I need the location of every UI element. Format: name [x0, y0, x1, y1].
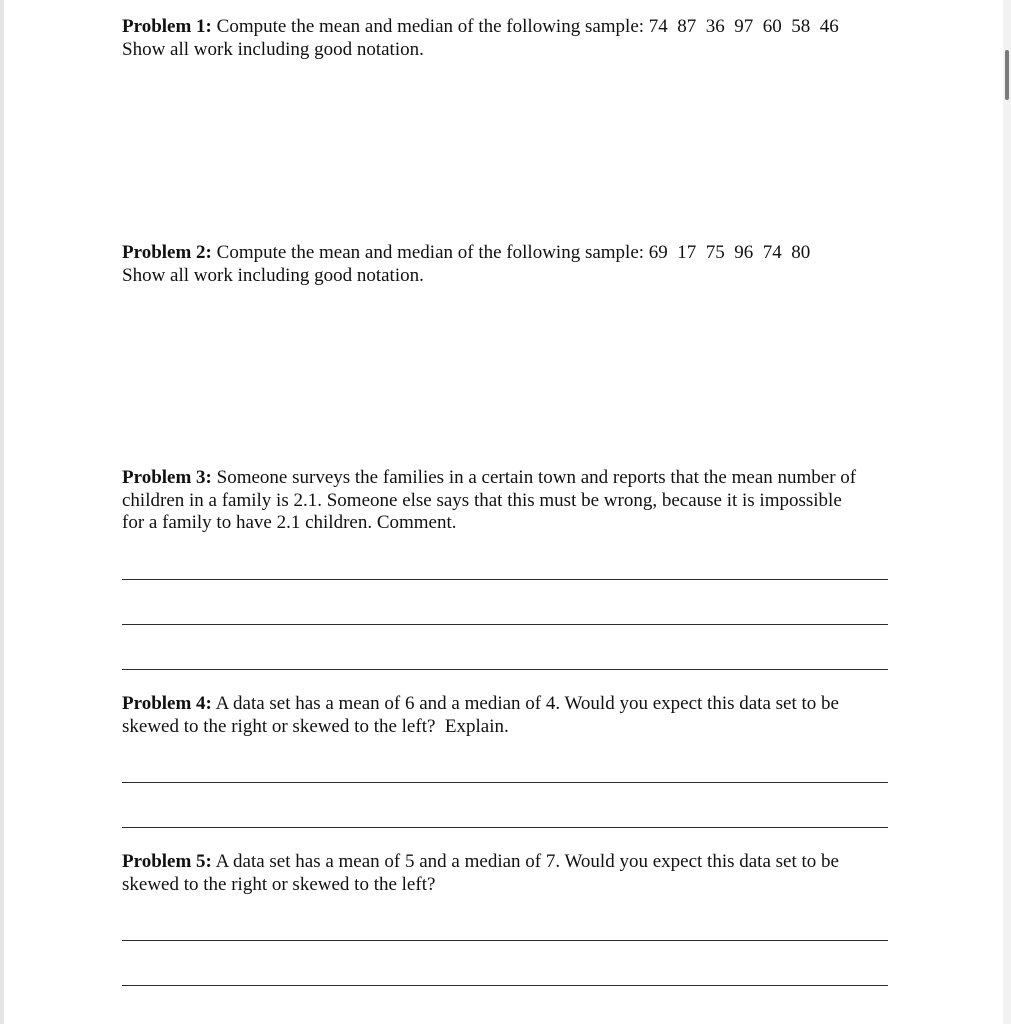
problem-1-label: Problem 1: — [122, 16, 212, 37]
worksheet-page — [4, 0, 1003, 1024]
problem-2-line-1 — [122, 242, 892, 265]
problem-5-answer-line[interactable] — [122, 940, 888, 941]
problem-2 — [122, 242, 892, 287]
problem-4-text-2: skewed to the right or skewed to the left? Explain. — [122, 715, 509, 737]
problem-4-answer-line[interactable] — [122, 782, 888, 783]
problem-2-label: Problem 2: — [122, 242, 212, 263]
problem-5-answer-line[interactable] — [122, 985, 888, 986]
problem-5-text-1: A data set has a mean of 5 and a median of 7. Would you expect this data set to be — [215, 851, 839, 872]
problem-4-text-1: A data set has a mean of 6 and a median of 4. Would you expect this data set to be — [215, 693, 839, 714]
problem-4 — [122, 693, 892, 738]
problem-3-answer-line[interactable] — [122, 579, 888, 580]
problem-3-label: Problem 3: — [122, 467, 212, 488]
problem-4-answer-line[interactable] — [122, 827, 888, 828]
problem-4-label: Problem 4: — [122, 693, 212, 714]
problem-4-line-1 — [122, 693, 892, 716]
problem-1 — [122, 16, 892, 61]
problem-5-label: Problem 5: — [122, 851, 212, 872]
problem-5-line-1 — [122, 851, 892, 874]
problem-2-text-1: Compute the mean and median of the following sample: 69 17 75 96 74 80 — [216, 242, 811, 263]
problem-3-line-1 — [122, 467, 892, 490]
problem-5 — [122, 851, 892, 896]
problem-3-text-1: Someone surveys the families in a certain town and reports that the mean number of — [216, 467, 857, 488]
vertical-scrollbar[interactable] — [1003, 0, 1011, 1024]
problem-3-answer-line[interactable] — [122, 669, 888, 670]
scrollbar-thumb[interactable] — [1005, 50, 1009, 100]
problem-5-text-2: skewed to the right or skewed to the left? — [122, 873, 436, 895]
problem-3-answer-line[interactable] — [122, 624, 888, 625]
problem-3-text-2: children in a family is 2.1. Someone else says that this must be wrong, because it is impossible — [122, 489, 842, 511]
problem-3 — [122, 467, 892, 535]
problem-1-line-1 — [122, 16, 892, 39]
problem-1-text-1: Compute the mean and median of the following sample: 74 87 36 97 60 58 46 — [216, 16, 839, 37]
problem-1-text-2: Show all work including good notation. — [122, 38, 424, 60]
problem-2-text-2: Show all work including good notation. — [122, 264, 424, 286]
problem-3-text-3: for a family to have 2.1 children. Comment. — [122, 512, 457, 533]
